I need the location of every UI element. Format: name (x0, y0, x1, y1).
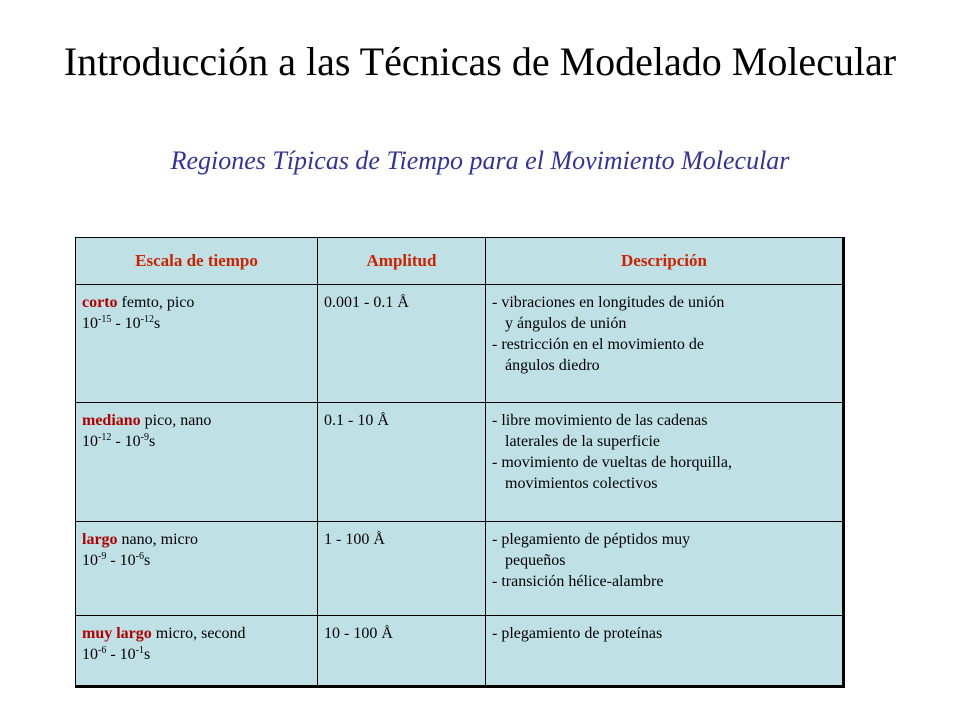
scale-label: mediano (82, 412, 141, 429)
description-line: - transición hélice-alambre (492, 573, 664, 590)
description-cell (486, 285, 844, 403)
scale-units: micro, second (151, 625, 246, 642)
description-cell (486, 403, 844, 522)
header-escala-de-tiempo: Escala de tiempo (76, 238, 318, 285)
amplitude-cell: 0.1 - 10 Å (318, 403, 486, 522)
description-line: - libre movimiento de las cadenas (492, 412, 708, 429)
description-line: - plegamiento de proteínas (492, 625, 663, 642)
description-line: pequeños (505, 552, 566, 569)
description-line: - plegamiento de péptidos muy (492, 531, 691, 548)
header-amplitud: Amplitud (318, 238, 486, 285)
scale-label: corto (82, 294, 118, 311)
time-scale-table (75, 237, 845, 688)
description-cell (486, 522, 844, 616)
amplitude-cell: 0.001 - 0.1 Å (318, 285, 486, 403)
description-line: movimientos colectivos (505, 475, 658, 492)
time-scale-cell (76, 403, 318, 522)
time-range: $10^{-9} - 10^{-6}s$ (82, 551, 151, 569)
scale-units: pico, nano (140, 412, 212, 429)
header-descripcion: Descripción (486, 238, 844, 285)
description-line: y ángulos de unión (505, 315, 627, 332)
time-range: $10^{-12} - 10^{-9}s$ (82, 432, 156, 450)
description-line: - vibraciones en longitudes de unión (492, 294, 725, 311)
description-line: - restricción en el movimiento de (492, 336, 704, 353)
time-scale-cell (76, 616, 318, 687)
slide-title: Introducción a las Técnicas de Modelado Molecular (63, 39, 897, 84)
time-range: $10^{-6} - 10^{-1}s$ (82, 645, 151, 663)
scale-label: largo (82, 531, 118, 548)
scale-units: nano, micro (117, 531, 198, 548)
table-row (76, 522, 844, 616)
description-line: ángulos diedro (505, 357, 600, 374)
table-row (76, 403, 844, 522)
time-range: $10^{-15} - 10^{-12}s$ (82, 314, 161, 332)
amplitude-cell: 10 - 100 Å (318, 616, 486, 687)
description-line: - movimiento de vueltas de horquilla, (492, 454, 732, 471)
time-scale-cell (76, 285, 318, 403)
time-scale-cell (76, 522, 318, 616)
scale-label: muy largo (82, 625, 152, 642)
description-cell (486, 616, 844, 687)
table-header-row (76, 238, 844, 285)
table-row (76, 285, 844, 403)
slide-subtitle: Regiones Típicas de Tiempo para el Movimiento Molecular (170, 146, 790, 175)
amplitude-cell: 1 - 100 Å (318, 522, 486, 616)
table-row (76, 616, 844, 687)
description-line: laterales de la superficie (505, 433, 661, 450)
scale-units: femto, pico (117, 294, 195, 311)
